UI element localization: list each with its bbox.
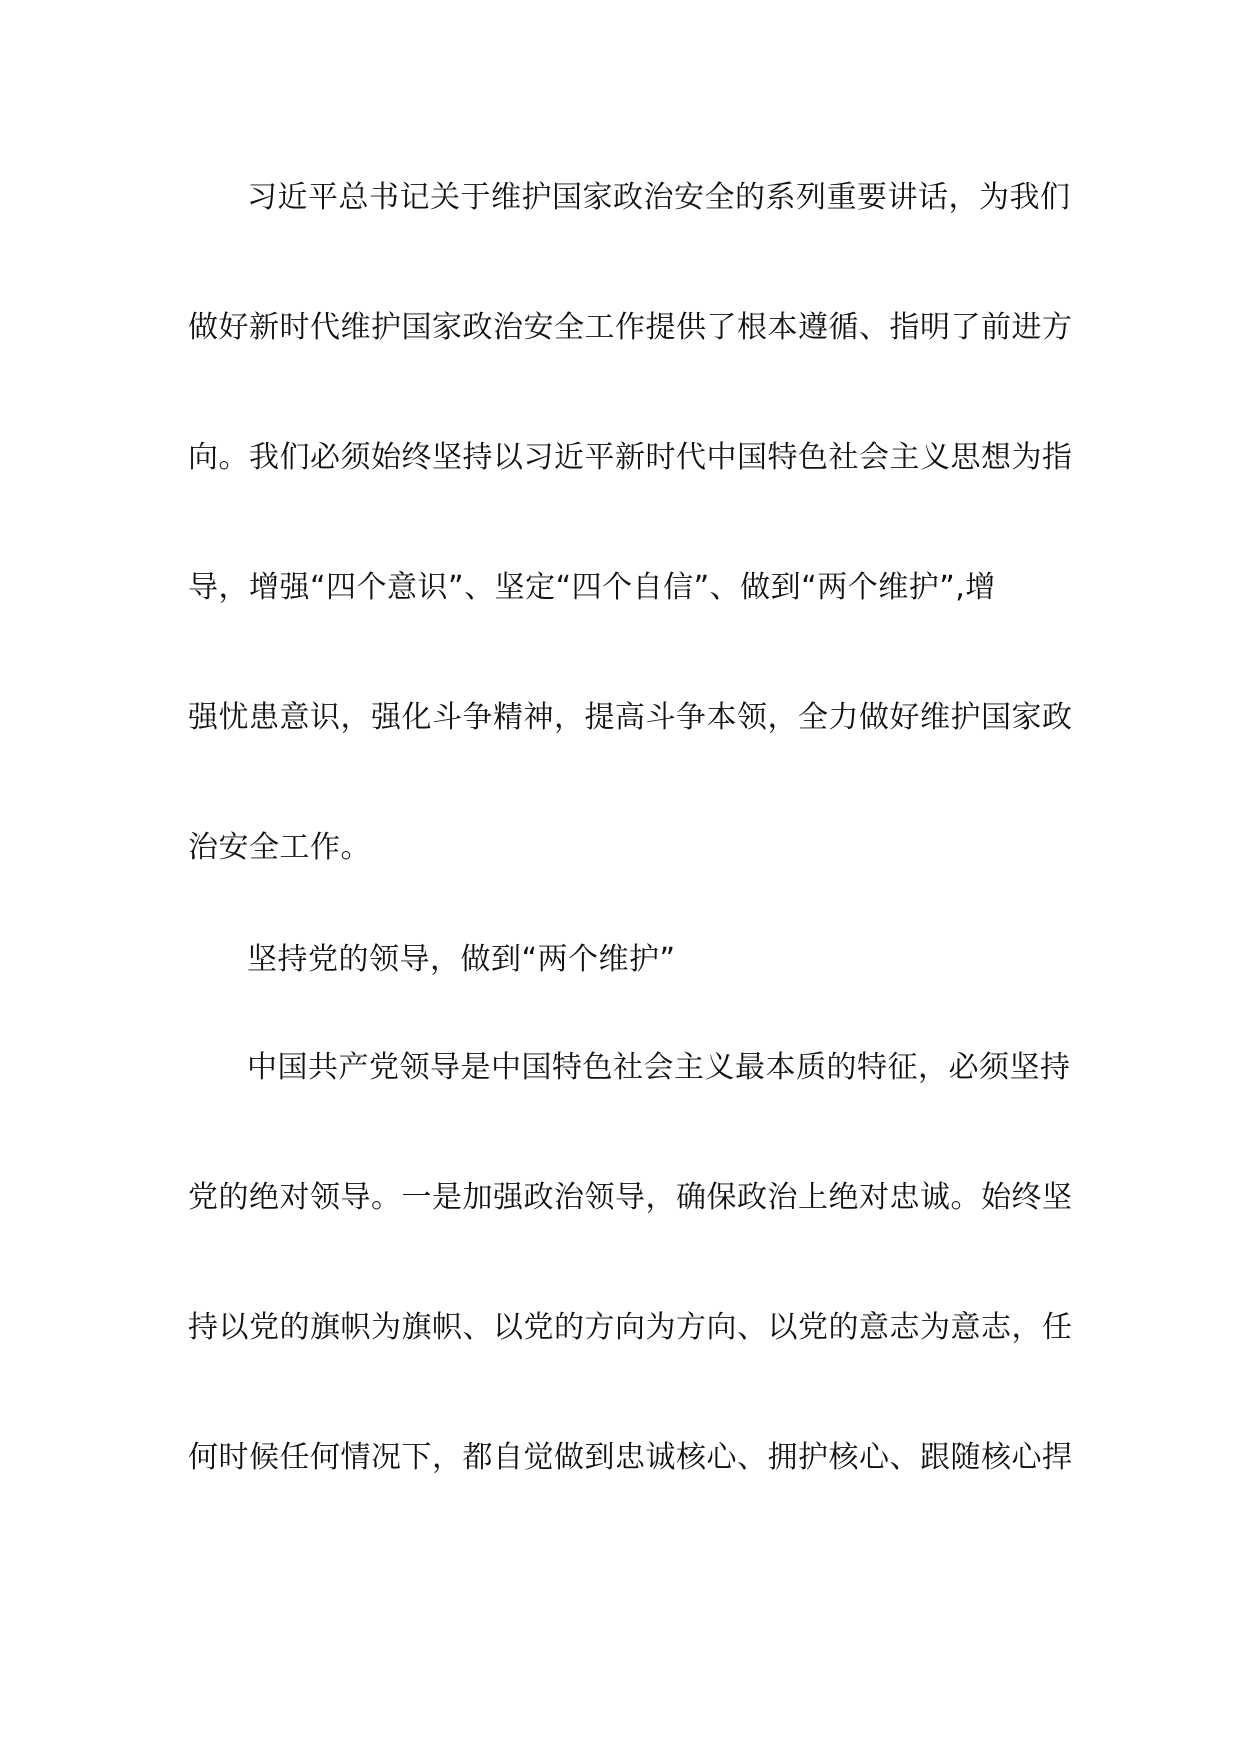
paragraph-2-line-4: 何时候任何情况下，都自觉做到忠诚核心、拥护核心、跟随核心捍 <box>188 1440 1073 1475</box>
paragraph-1-line-1: 习近平总书记关于维护国家政治安全的系列重要讲话，为我们 <box>247 180 1071 215</box>
paragraph-1-line-2: 做好新时代维护国家政治安全工作提供了根本遵循、指明了前进方 <box>188 310 1073 345</box>
paragraph-2-line-1: 中国共产党领导是中国特色社会主义最本质的特征，必须坚持 <box>247 1050 1071 1085</box>
paragraph-1-line-4: 导，增强“四个意识”、坚定“四个自信”、做到“两个维护”,增 <box>188 570 996 605</box>
paragraph-1-line-5: 强忧患意识，强化斗争精神，提高斗争本领，全力做好维护国家政 <box>188 700 1073 735</box>
paragraph-2-line-3: 持以党的旗帜为旗帜、以党的方向为方向、以党的意志为意志，任 <box>188 1310 1073 1345</box>
section-heading: 坚持党的领导，做到“两个维护” <box>247 942 676 977</box>
paragraph-1-line-3: 向。我们必须始终坚持以习近平新时代中国特色社会主义思想为指 <box>188 440 1073 475</box>
paragraph-1-line-6: 治安全工作。 <box>188 830 371 865</box>
paragraph-2-line-2: 党的绝对领导。一是加强政治领导，确保政治上绝对忠诚。始终坚 <box>188 1180 1073 1215</box>
